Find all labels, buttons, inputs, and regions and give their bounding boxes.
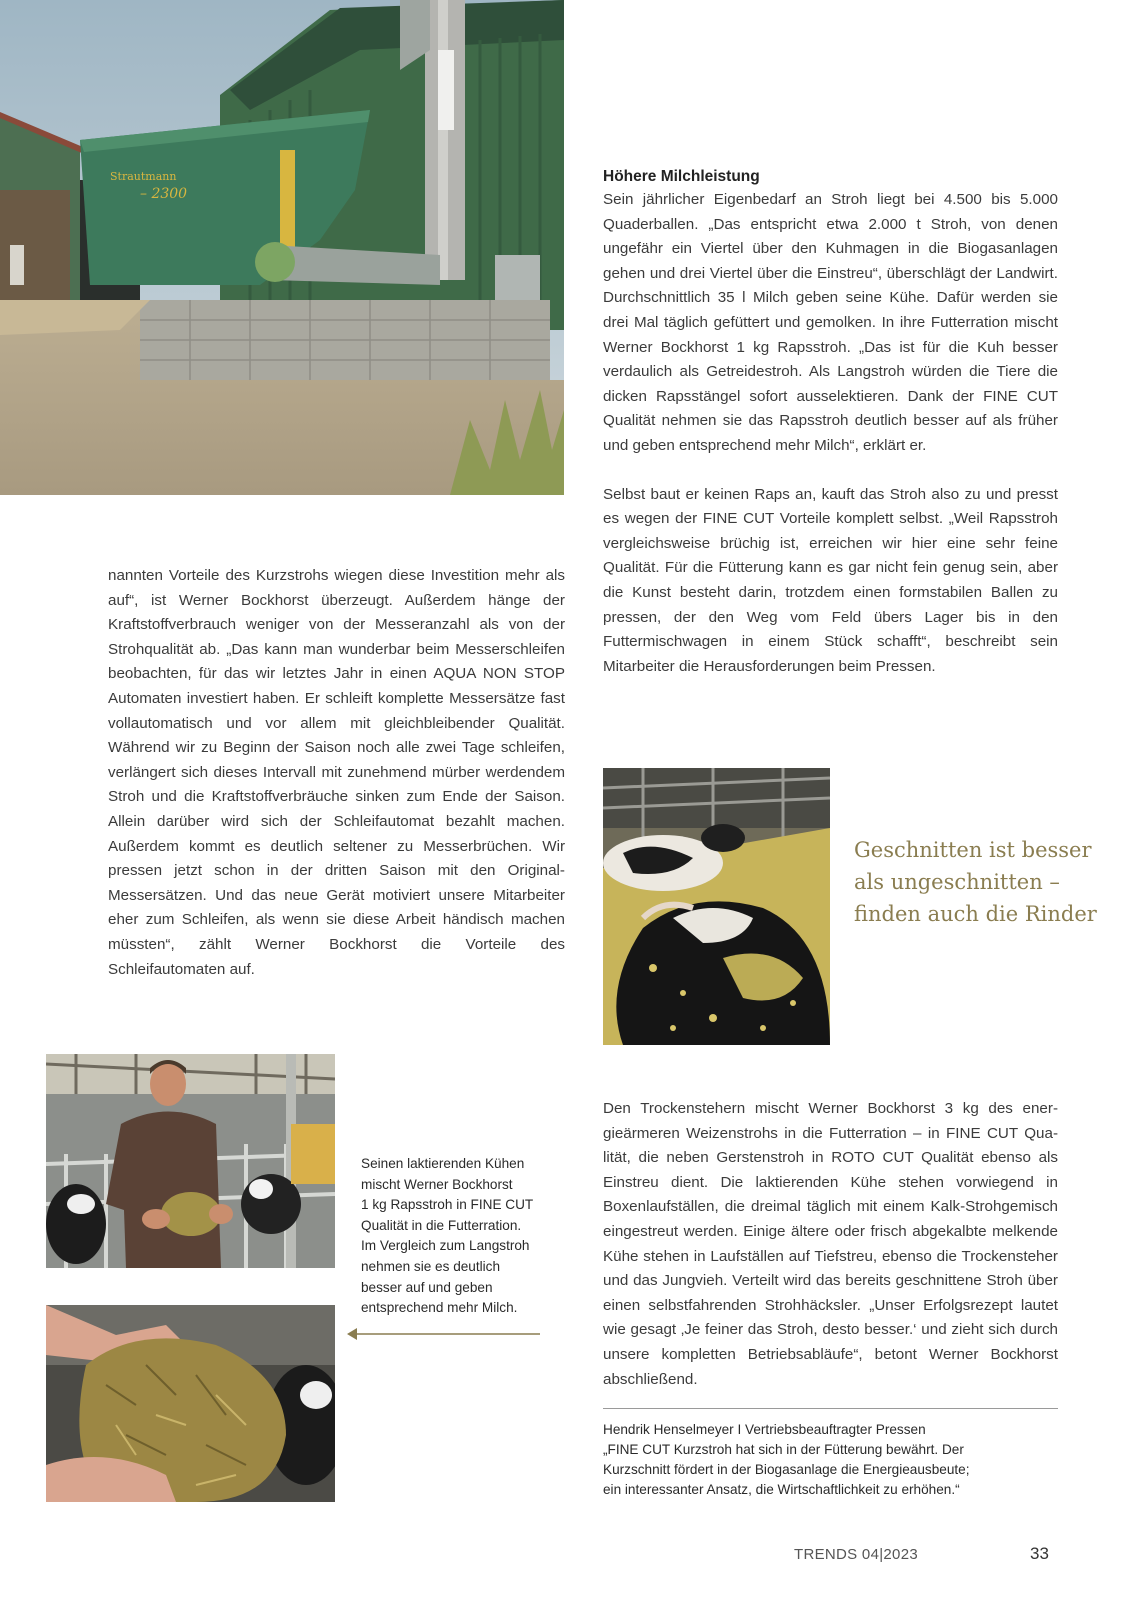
caption-line: mischt Werner Bockhorst	[361, 1176, 513, 1192]
straw-handful-photo	[46, 1305, 335, 1502]
photo-caption	[361, 1154, 561, 1319]
left-column-text	[108, 564, 565, 982]
caption-line: Seinen laktierenden Kühen	[361, 1156, 525, 1171]
caption-line: entsprechend mehr Milch.	[361, 1300, 518, 1316]
quote-divider	[603, 1408, 1058, 1409]
paragraph-rape-straw: Selbst baut er keinen Raps an, kauft das Stroh also zu und presst es wegen der FINE CUT Vorteile komplett selbst. „Weil Rapsstroh vergleichsweise brüchig ist, erreichen wir hier eine sehr feine Qualität. Für die Fütterung kann es gar nicht fein genug sein, aber die Kunst besteht darin, trotzdem einen formstabilen Ballen zu pressen, der den Weg vom Feld übers Lager bis in den Futtermischwagen in einem Stück schafft“, beschreibt sein Mitarbeiter die Herausforderungen beim Pressen.	[603, 485, 1058, 675]
svg-text:– 2300: – 2300	[140, 186, 188, 202]
caption-line: Im Vergleich zum Langstroh	[361, 1238, 530, 1254]
magazine-issue: TRENDS 04|2023	[794, 1546, 918, 1563]
svg-text:Strautmann: Strautmann	[110, 170, 177, 183]
pull-quote	[854, 834, 1124, 930]
quote-text-line: Kurzschnitt fördert in der Biogasanlage die Energieausbeute;	[603, 1462, 970, 1477]
farmer-photo	[46, 1054, 335, 1268]
quote-text-line: „FINE CUT Kurzstroh hat sich in der Fütterung bewährt. Der	[603, 1442, 964, 1457]
quote-author: Hendrik Henselmeyer I Vertriebsbeauftragter Pressen	[603, 1422, 926, 1437]
quote-text-line: ein interessanter Ansatz, die Wirtschaftlichkeit zu erhöhen.“	[603, 1482, 960, 1497]
caption-arrow-icon	[346, 1327, 541, 1341]
caption-line: Qualität in die Futterration.	[361, 1217, 522, 1233]
sales-rep-quote	[603, 1420, 1073, 1500]
cow-illustration	[603, 768, 830, 1045]
pull-quote-line-1: Geschnitten ist besser	[854, 838, 1092, 862]
farmer-illustration	[46, 1054, 335, 1268]
feed-mixer-photo	[0, 0, 564, 495]
section-dry-cows	[603, 1097, 1058, 1392]
cow-feeding-photo	[603, 768, 830, 1045]
pull-quote-line-2: als ungeschnitten –	[854, 870, 1060, 894]
page-number: 33	[1030, 1544, 1049, 1563]
pull-quote-line-3: finden auch die Rinder	[854, 902, 1097, 926]
straw-illustration	[46, 1305, 335, 1502]
caption-line: nehmen sie es deutlich	[361, 1258, 501, 1274]
paragraph-dry-cows: Den Trockenstehern mischt Werner Bockhorst 3 kg des energieärmeren Weizenstrohs in die Futterration – in FINE CUT Qualität, die neben Gerstenstroh in ROTO CUT Qualität ebenso als Einstreu dient. Die laktierenden Kühe stehen vorwiegend in Boxenlaufställen, die dreimal täglich mit einem Kalk-Strohgemisch eingestreut werden. Einige ältere oder frisch abgekalbte melkende Kühe stehen in Laufställen auf Tiefstreu, ebenso die Trockensteher und das Jungvieh. Verteilt wird das bereits geschnittene Stroh über einen selbstfahrenden Strohhäcksler. „Unser Erfolgsrezept lautet wie gesagt ‚Je feiner das Stroh, desto besser.‘ und zieht sich durch unsere kompletten Betriebsabläufe“, betont Werner Bockhorst abschließend.	[603, 1100, 1058, 1388]
feed-mixer-illustration	[0, 0, 564, 495]
caption-line: 1 kg Rapsstroh in FINE CUT	[361, 1197, 534, 1213]
section-heading: Höhere Milchleistung	[603, 168, 760, 185]
caption-line: besser auf und geben	[361, 1279, 493, 1295]
section-milk-yield	[603, 168, 1058, 679]
paragraph-sharpening: nannten Vorteile des Kurzstrohs wiegen diese Investition mehr als auf“, ist Werner Bockhorst überzeugt. Außerdem hänge der Kraftstoffverbrauch weniger von der Messeranzahl als von der Strohqualität ab. „Das kann man wunderbar beim Messerschleifen beobachten, für das wir letztes Jahr in einen AQUA NON STOP Automaten investiert haben. Er schleift komplette Messersätze fast vollautomatisch und vor allem mit gleichbleibender Qualität. Während wir zu Beginn der Saison noch alle zwei Tage schleifen, verlängert sich dieses Intervall mit zunehmend mürber werdendem Stroh und die Kraftstoffverbräuche sinken zum Ende der Saison. Allein darüber wird sich der Schleifautomat bezahlt machen. Außerdem kommt es deutlich seltener zu Messerbrüchen. Wir pressen jetzt schon in der dritten Saison mit den Original-Messersätzen. Und das neue Gerät motiviert unsere Mitarbeiter eher zum Schleifen, als wenn sie diese Arbeit händisch machen müssten“, zählt Werner Bockhorst die Vorteile des Schleifautomaten auf.	[108, 567, 565, 978]
paragraph-straw-demand: Sein jährlicher Eigenbedarf an Stroh liegt bei 4.500 bis 5.000 Quaderballen. „Das entspricht etwa 2.000 t Stroh, von denen ungefähr ein Viertel über den Kuhmagen in die Biogasanlagen gehen und drei Viertel über die Einstreu“, überschlägt der Landwirt. Durchschnittlich 35 l Milch geben seine Kühe. Dafür werden sie drei Mal täglich gefüttert und gemolken. In ihre Futterration mischt Werner Bockhorst 1 kg Rapsstroh. „Das ist für die Kuh besser verdaulich als Getreidestroh. Als Langstroh würden die Tiere die dicken Rapsstängel sofort ausselektieren. Dank der FINE CUT Qualität nehmen sie das Rapsstroh deutlich besser auf als früher und geben entsprechend mehr Milch“, erklärt er.	[603, 191, 1058, 454]
